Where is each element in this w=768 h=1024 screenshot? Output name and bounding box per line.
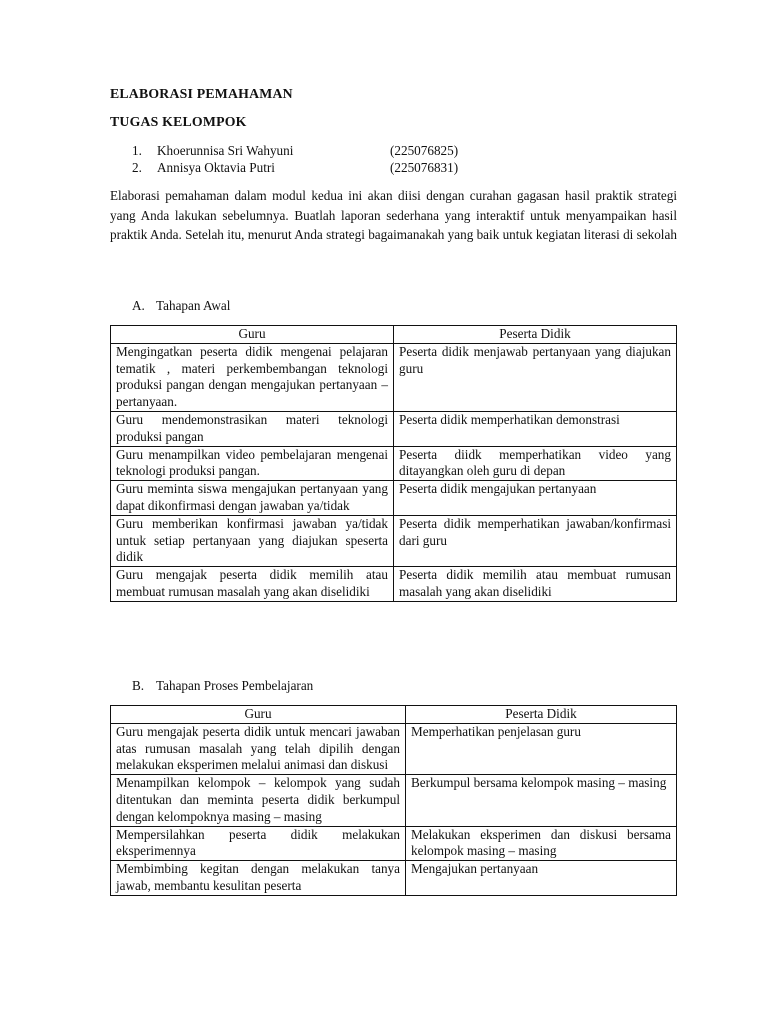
table-header-row (111, 326, 677, 344)
section-letter: A. (132, 298, 145, 313)
section-letter: B. (132, 678, 145, 693)
column-header-guru: Guru (111, 706, 406, 724)
table-row (111, 826, 677, 861)
section-title: Tahapan Proses Pembelajaran (156, 678, 314, 693)
table-row (111, 775, 677, 826)
column-header-guru: Guru (111, 326, 394, 344)
table-tahapan-proses (110, 705, 677, 896)
cell-guru: Mempersilahkan peserta didik melakukan eksperimennya (111, 826, 406, 861)
table-row (111, 723, 677, 774)
cell-guru: Guru menampilkan video pembelajaran mengenai teknologi produksi pangan. (111, 446, 394, 481)
cell-guru: Menampilkan kelompok – kelompok yang sudah ditentukan dan meminta peserta didik berkumpul dengan kelompoknya masing – masing (111, 775, 406, 826)
cell-peserta: Peserta didik memilih atau membuat rumusan masalah yang akan diselidiki (394, 567, 677, 602)
list-item (132, 159, 552, 176)
table-row (111, 411, 677, 446)
cell-guru: Mengingatkan peserta didik mengenai pelajaran tematik , materi perkembembangan teknologi produksi pangan dengan mengajukan pertanyaan – pertanyaan. (111, 343, 394, 411)
column-header-peserta: Peserta Didik (406, 706, 677, 724)
section-title: Tahapan Awal (156, 298, 231, 313)
table-row (111, 446, 677, 481)
member-number: 2. (132, 160, 142, 175)
cell-guru: Guru mengajak peserta didik memilih atau membuat rumusan masalah yang akan diselidiki (111, 567, 394, 602)
cell-peserta: Peserta diidk memperhatikan video yang ditayangkan oleh guru di depan (394, 446, 677, 481)
cell-peserta: Memperhatikan penjelasan guru (406, 723, 677, 774)
document-subtitle: TUGAS KELOMPOK (110, 114, 247, 129)
table-row (111, 343, 677, 411)
cell-guru: Guru mengajak peserta didik untuk mencari jawaban atas rumusan masalah yang telah dipilih dengan melakukan eksperimen melalui animasi dan diskusi (111, 723, 406, 774)
document-title: ELABORASI PEMAHAMAN (110, 86, 293, 101)
section-a-heading (132, 298, 230, 314)
section-b-heading (132, 678, 313, 694)
cell-peserta: Peserta didik mengajukan pertanyaan (394, 481, 677, 516)
member-number: 1. (132, 143, 142, 158)
cell-guru: Guru mendemonstrasikan materi teknologi produksi pangan (111, 411, 394, 446)
table-row (111, 567, 677, 602)
cell-peserta: Peserta didik menjawab pertanyaan yang diajukan guru (394, 343, 677, 411)
cell-guru: Membimbing kegitan dengan melakukan tanya jawab, membantu kesulitan peserta (111, 861, 406, 896)
cell-guru: Guru meminta siswa mengajukan pertanyaan yang dapat dikonfirmasi dengan jawaban ya/tidak (111, 481, 394, 516)
cell-peserta: Mengajukan pertanyaan (406, 861, 677, 896)
column-header-peserta: Peserta Didik (394, 326, 677, 344)
list-item (132, 142, 552, 159)
table-row (111, 861, 677, 896)
member-id: (225076831) (390, 160, 459, 175)
table-row (111, 481, 677, 516)
member-list (132, 142, 552, 176)
cell-peserta: Melakukan eksperimen dan diskusi bersama kelompok masing – masing (406, 826, 677, 861)
member-id: (225076825) (390, 143, 459, 158)
member-name: Annisya Oktavia Putri (157, 160, 275, 175)
intro-paragraph: Elaborasi pemahaman dalam modul kedua ini akan diisi dengan curahan gagasan hasil praktik strategi yang Anda lakukan sebelumnya. Buatlah laporan sederhana yang interaktif untuk menyampaikan hasil praktik Anda. Setelah itu, menurut Anda strategi bagaimanakah yang baik untuk kegiatan literasi di sekolah (110, 188, 677, 242)
table-header-row (111, 706, 677, 724)
cell-peserta: Peserta didik memperhatikan demonstrasi (394, 411, 677, 446)
table-tahapan-awal (110, 325, 677, 602)
table-row (111, 515, 677, 566)
member-name: Khoerunnisa Sri Wahyuni (157, 143, 294, 158)
cell-guru: Guru memberikan konfirmasi jawaban ya/tidak untuk setiap pertanyaan yang diajukan speserta didik (111, 515, 394, 566)
cell-peserta: Peserta didik memperhatikan jawaban/konfirmasi dari guru (394, 515, 677, 566)
cell-peserta: Berkumpul bersama kelompok masing – masing (406, 775, 677, 826)
